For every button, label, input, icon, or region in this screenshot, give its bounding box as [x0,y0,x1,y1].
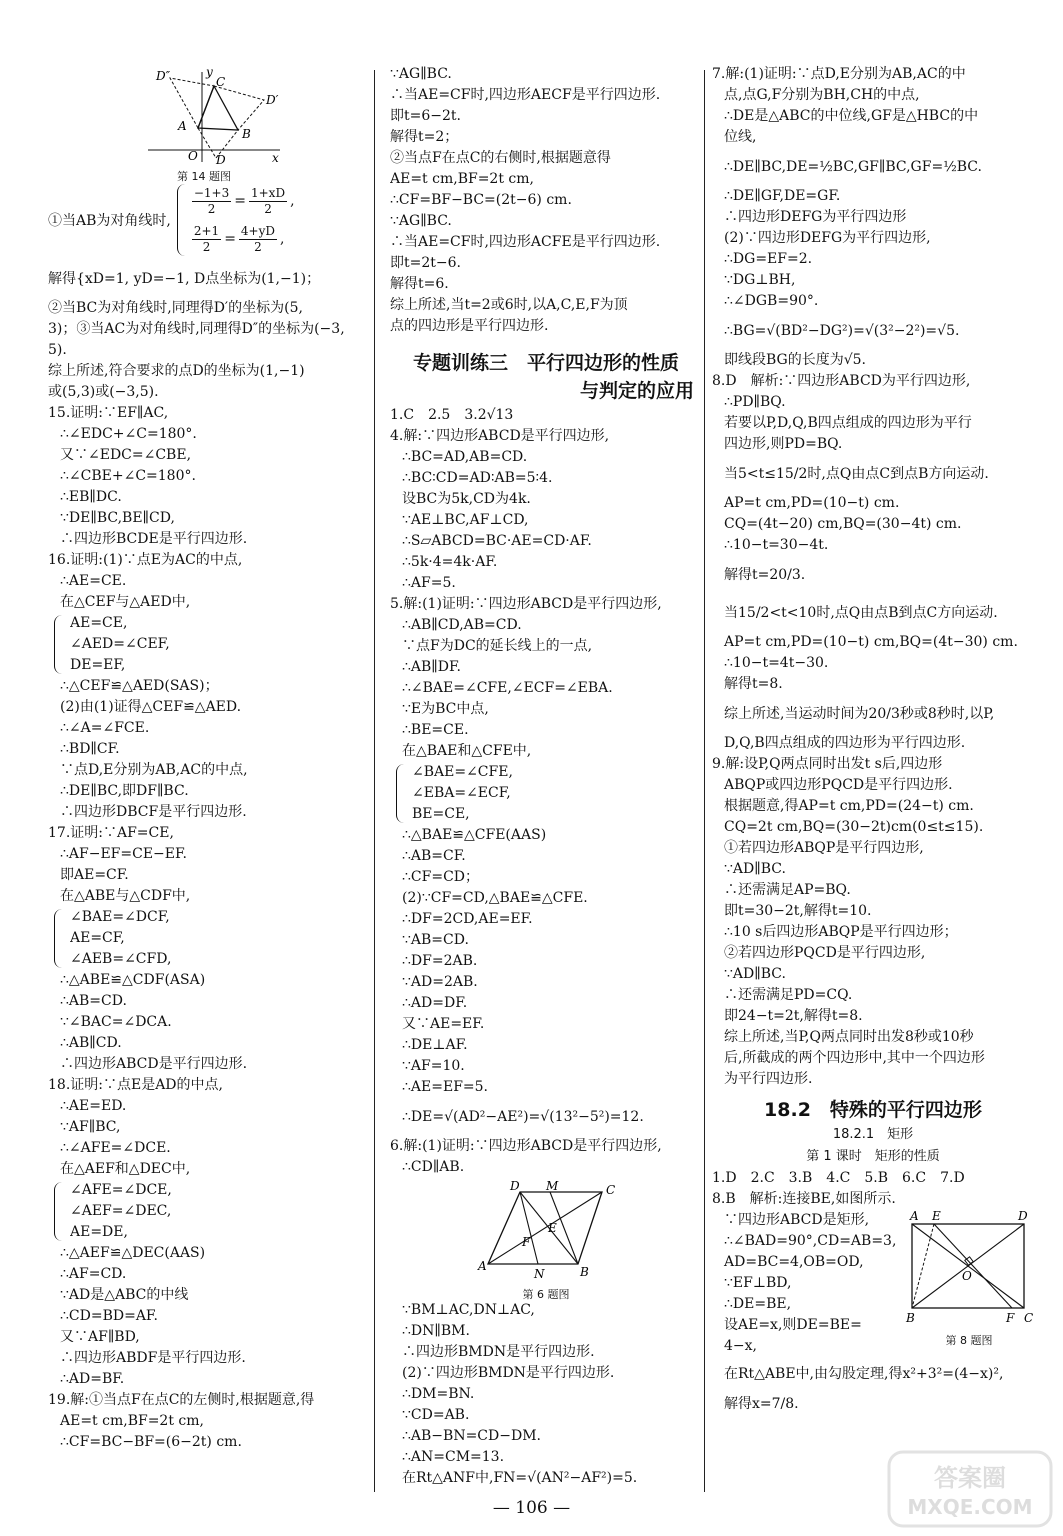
text-line: ②当点F在点C的右侧时,根据题意得 [390,150,611,166]
text-line: ∴四边形ABDF是平行四边形. [60,1350,246,1366]
text-line: 根据题意,得AP=t cm,PD=(24−t) cm. [724,798,974,814]
q8-block [712,1210,1034,1364]
text-line: ∵E为BC中点, [402,701,489,717]
text-line: ∴当AE=CF时,四边形ACFE是平行四边形. [390,234,661,250]
figure-8-graphic [904,1210,1034,1328]
text-line: ∴AE=ED. [60,1098,127,1114]
text-line: CQ=(4t−20) cm,BQ=(30−4t) cm. [724,516,962,532]
numerator: 1+xD [250,185,286,200]
figure-8 [904,1210,1034,1348]
text-line: ∴DF=2AB. [402,953,478,969]
column-3 [712,64,1034,1423]
brace-system-16 [48,613,360,676]
col1-text-b [48,676,360,907]
text-line: ∵CD=AB. [402,1407,470,1423]
text-line: ∴∠BAE=∠CFE,∠ECF=∠EBA. [402,680,613,696]
fig6-label: E [548,1221,557,1235]
text-line: ∴AE=EF=5. [402,1079,488,1095]
text-line: ∵四边形ABCD是矩形, [724,1212,870,1228]
fig6-label: B [580,1265,589,1279]
figure-14 [48,64,360,183]
text-line: ∵点D,E分别为AB,AC的中点, [60,762,248,778]
text-line: ∠AED=∠CEF, [70,636,170,652]
subsection-title: 18.2.1 矩形 [832,1127,914,1142]
text-line: ∴AN=CM=13. [402,1449,505,1465]
case1-prefix: ①当AB为对角线时, [48,213,171,229]
text-line: 在△AEF和△DEC中, [60,1161,191,1177]
lesson-title: 第 1 课时 矩形的性质 [806,1149,940,1164]
fig8-label: A [910,1210,919,1223]
text-line: AE=CF, [70,930,125,946]
svg-text:MXQE.COM: MXQE.COM [907,1495,1033,1519]
text-line: ∴EB∥DC. [60,489,122,505]
text-line: ∵AB=CD. [402,932,469,948]
text-line: 为平行四边形. [724,1071,813,1087]
fraction [249,186,287,217]
text-line: ∴∠DGB=90°. [724,293,819,309]
text-line: ∵AD=2AB. [402,974,478,990]
col3-text-d [712,1364,1034,1423]
text-line: AE=t cm,BF=2t cm, [60,1413,204,1429]
text-line: ∴DE是△ABC的中位线,GF是△HBC的中 [724,108,979,124]
text-line: ∴DE⊥AF. [402,1037,468,1053]
page-number: — 106 — [492,1498,571,1518]
text-line: AP=t cm,PD=(10−t) cm,BQ=(4t−30) cm. [724,634,1018,650]
text-line: 当5<t≤15/2时,点Q由点C到点B方向运动. [724,466,989,482]
text-line: ∴△ABE≌△CDF(ASA) [60,972,206,988]
case1-equations [171,182,295,258]
text-line: ∵AE⊥BC,AF⊥CD, [402,512,529,528]
text-line: ∴当AE=CF时,四边形AECF是平行四边形. [390,87,661,103]
text-line: ∵AG∥BC. [390,66,452,82]
text-line: CQ=2t cm,BQ=(30−2t)cm(0≤t≤15). [724,819,984,835]
text-line: ∵AF=10. [402,1058,465,1074]
figure-14-caption: 第 14 题图 [177,170,231,183]
text-line: ∴四边形DBCF是平行四边形. [60,804,247,820]
text-line: ②当BC为对角线时,同理得D′的坐标为(5, [48,300,303,316]
text-line: 设BC为5k,CD为4k. [402,491,531,507]
text-line: ∴DF=2CD,AE=EF. [402,911,533,927]
text-line: ∴四边形DEFG为平行四边形 [724,209,907,225]
text-line: ∴DE=BE, [724,1296,792,1312]
text-line: 在Rt△ABE中,由勾股定理,得x²+3²=(4−x)², [724,1366,1004,1382]
case1-system [48,180,360,260]
fig14-label: D″ [156,69,171,83]
text-line: ∴还需满足PD=CQ. [724,987,853,1003]
brace-icon [396,764,407,823]
denominator: 2 [207,201,216,216]
fig8-label: D [1018,1210,1028,1223]
text-line: ∴BD∥CF. [60,741,120,757]
text-line: 即t=6−2t. [390,108,461,124]
text-line: ∵AD∥BC. [724,861,786,877]
column-rule-1 [374,70,375,1492]
col2-text-a [390,64,702,337]
text-line: ②若四边形PQCD是平行四边形, [724,945,926,961]
col2-text-d [390,1300,702,1489]
text-line: 15.证明:∵EF∥AC, [48,405,169,421]
text-line: 点,点G,F分别为BH,CH的中点, [724,87,920,103]
text-line: 1.C 2.5 3.2√13 [390,407,514,423]
text-line: 18.证明:∵点E是AD的中点, [48,1077,223,1093]
text-line: 四边形,则PD=BQ. [724,436,843,452]
text-line: 8.D 解析:∵四边形ABCD为平行四边形, [712,373,971,389]
text-line: ∵DE∥BC,BE∥CD, [60,510,175,526]
text-line: 即t=2t−6. [390,255,461,271]
col3-text-c [712,1210,912,1357]
text-line: 解得x=7/8. [724,1396,799,1412]
fig8-label: B [906,1311,915,1325]
text-line: ∴AB−BN=CD−DM. [402,1428,541,1444]
col1-text-a [48,260,360,613]
text-line: 9.解:设P,Q两点同时出发t s后,四边形 [712,756,943,772]
text-line: ∵AG∥BC. [390,213,452,229]
fig14-label: A [178,119,187,133]
text-line: ∴DE=√(AD²−AE²)=√(13²−5²)=12. [402,1109,644,1125]
fig14-label: B [242,127,251,141]
fig8-label: E [932,1210,941,1223]
fig8-label: C [1024,1311,1034,1325]
text-line: ∴∠AFE=∠DCE. [60,1140,171,1156]
text-line: ∴DN∥BM. [402,1323,470,1339]
text-line: ∠BAE=∠DCF, [70,909,170,925]
text-line: 在△ABE与△CDF中, [60,888,191,904]
text-line: 综上所述,当运动时间为20/3秒或8秒时,以P, [724,706,995,722]
text-line: ∴AB∥CD. [60,1035,122,1051]
text-line: AE=CE, [70,615,128,631]
fig14-label: C [216,75,226,89]
numerator: −1+3 [193,185,230,200]
text-line: ∴DE∥GF,DE=GF. [724,188,841,204]
text-line: 当15/2<t<10时,点Q由点B到点C方向运动. [724,605,998,621]
text-line: ∴DE∥BC,DE=½BC,GF∥BC,GF=½BC. [724,159,982,175]
text-line: 4−x, [724,1338,757,1354]
column-rule-2 [704,70,705,1492]
col1-text-d [48,1243,360,1453]
col2-text-b [390,405,702,762]
section-title: 18.2 特殊的平行四边形 [764,1099,982,1121]
text-line: ∴CD∥AB. [402,1159,465,1175]
watermark-logo [885,1448,1055,1530]
text-line: 4.解:∵四边形ABCD是平行四边形, [390,428,610,444]
fig8-label: O [962,1269,972,1283]
text-line: ∴DM=BN. [402,1386,475,1402]
numerator: 4+yD [240,223,276,238]
text-line: ①若四边形ABQP是平行四边形, [724,840,924,856]
text-line: ∴10−t=4t−30. [724,655,829,671]
text-line: ∴PD∥BQ. [724,394,786,410]
text-line: ∵BM⊥AC,DN⊥AC, [402,1302,535,1318]
brace-system-5 [390,762,702,825]
text-line: 在Rt△ANF中,FN=√(AN²−AF²)=5. [402,1470,638,1486]
text-line: 若要以P,D,Q,B四点组成的四边形为平行 [724,415,972,431]
denominator: 2 [254,239,262,254]
text-line: AE=DE, [70,1224,128,1240]
text-line: 在△BAE和△CFE中, [402,743,532,759]
text-line: ∴BE=CE. [402,722,469,738]
text-line: ∵∠BAC=∠DCA. [60,1014,172,1030]
text-line: ∴AB=CD. [60,993,127,1009]
text-line: (2)∵CF=CD,△BAE≌△CFE. [402,890,588,906]
text-line: ∴10 s后四边形ABQP是平行四边形； [724,924,958,940]
text-line: ∴∠CBE+∠C=180°. [60,468,196,484]
text-line: ∴AB∥CD,AB=CD. [402,617,522,633]
text-line: ∴DG=EF=2. [724,251,813,267]
text-line: 19.解:①当点F在点C的左侧时,根据题意,得 [48,1392,315,1408]
text-line: 又∵AE=EF. [402,1016,485,1032]
text-line: 5.解:(1)证明:∵四边形ABCD是平行四边形, [390,596,662,612]
text-line: 后,所截成的两个四边形中,其中一个四边形 [724,1050,985,1066]
text-line: 解得t=2； [390,129,459,145]
text-line: 又∵AF∥BD, [60,1329,140,1345]
case1-eq2: $\frac{2+1}{2}$ = $\frac{4+yD}{2}$ , [193,223,285,254]
text-line: 综上所述,当P,Q两点同时出发8秒或10秒 [724,1029,974,1045]
text-line: 6.解:(1)证明:∵四边形ABCD是平行四边形, [390,1138,662,1154]
text-line: 点的四边形是平行四边形. [390,318,549,334]
text-line: ∴AF−EF=CE−EF. [60,846,187,862]
text-line: 7.解:(1)证明:∵点D,E分别为AB,AC的中 [712,66,966,82]
text-line: ∠AFE=∠DCE, [70,1182,172,1198]
fig14-label: D′ [266,93,279,107]
text-line: ∴四边形BCDE是平行四边形. [60,531,248,547]
text-line: ∴CF=BF−BC=(2t−6) cm. [390,192,572,208]
text-line: 即AE=CF. [60,867,129,883]
fig14-label: y [206,65,213,79]
text-line: ∵AD∥BC. [724,966,786,982]
text-line: 设AE=x,则DE=BE= [724,1317,862,1333]
fig6-label: C [606,1183,616,1197]
svg-text:答案圈: 答案圈 [934,1464,1006,1492]
text-line: ∴AB∥DF. [402,659,461,675]
text-line: ∴AD=DF. [402,995,468,1011]
brace-icon [54,909,65,968]
text-line: ∴△CEF≌△AED(SAS)； [60,678,219,694]
brace-icon [54,1182,65,1241]
text-line: ABQP或四边形PQCD是平行四边形. [724,777,953,793]
text-line: 即t=30−2t,解得t=10. [724,903,872,919]
text-line: ∴DE∥BC,即DF∥BC. [60,783,189,799]
figure-14-graphic [48,64,360,164]
text-line: D,Q,B四点组成的四边形为平行四边形. [724,735,966,751]
text-line: ∴BC=AD,AB=CD. [402,449,528,465]
text-line: 解得t=8. [724,676,783,692]
text-line: ∴CF=BC−BF=(6−2t) cm. [60,1434,242,1450]
fraction [192,186,231,217]
text-line: ∠BAE=∠CFE, [412,764,513,780]
column-1 [48,64,360,1453]
text-line: ∠EBA=∠ECF, [412,785,511,801]
fraction [239,224,277,255]
text-line: ∵DG⊥BH, [724,272,796,288]
text-line: 17.证明:∵AF=CE, [48,825,174,841]
brace-icon [177,184,188,256]
text-line: BE=CE, [412,806,470,822]
text-line: ∴△BAE≌△CFE(AAS) [402,827,547,843]
section-title-line-1: 专题训练三 平行四边形的性质 [412,352,679,374]
col3-text-b [712,1168,1034,1210]
text-line: ∴CF=CD； [402,869,479,885]
text-line: 综上所述,符合要求的点D的坐标为(1,−1) [48,363,305,379]
text-line: 解得t=20/3. [724,567,806,583]
brace-system-17 [48,907,360,970]
text-line: ∴AE=CE. [60,573,127,589]
text-line: DE=EF, [70,657,126,673]
text-line: AE=t cm,BF=2t cm, [390,171,534,187]
text-line: (2)∵四边形DEFG为平行四边形, [724,230,931,246]
text-line: ∴AB=CF. [402,848,466,864]
text-line: ∴CD=BD=AF. [60,1308,158,1324]
figure-6 [390,1178,702,1300]
numerator: 2+1 [193,223,220,238]
text-line: ∴∠BAD=90°,CD=AB=3, [724,1233,897,1249]
text-line: ∵AF∥BC, [60,1119,121,1135]
text-line: ∴∠EDC+∠C=180°. [60,426,197,442]
text-line: ∵EF⊥BD, [724,1275,792,1291]
text-line: (2)由(1)证得△CEF≌△AED. [60,699,242,715]
figure-6-graphic [390,1178,702,1282]
fig6-label: M [546,1179,559,1193]
text-line: 即线段BG的长度为√5. [724,352,867,368]
text-line: ∴还需满足AP=BQ. [724,882,851,898]
brace-system-18 [48,1180,360,1243]
section-title-line-2: 与判定的应用 [579,380,694,402]
text-line: ∴5k·4=4k·AF. [402,554,498,570]
figure-8-caption: 第 8 题图 [945,1334,993,1347]
text-line: ∴四边形BMDN是平行四边形. [402,1344,595,1360]
fig6-label: F [522,1235,531,1249]
text-line: 位线, [724,129,757,145]
text-line: ∴10−t=30−4t. [724,537,829,553]
text-line: ∠AEF=∠DEC, [70,1203,172,1219]
text-line: 即24−t=2t,解得t=8. [724,1008,863,1024]
text-line: 1.D 2.C 3.B 4.C 5.B 6.C 7.D [712,1170,965,1186]
col2-text-c [390,825,702,1178]
text-line: ∴BG=√(BD²−DG²)=√(3²−2²)=√5. [724,323,960,339]
text-line: 或(5,3)或(−3,5). [48,384,159,400]
denominator: 2 [202,239,211,254]
text-line: 解得t=6. [390,276,449,292]
text-line: 解得{xD=1, yD=−1, D点坐标为(1,−1)； [48,271,321,287]
text-line: ∴AF=5. [402,575,456,591]
text-line: ∵点F为DC的延长线上的一点, [402,638,593,654]
text-line: ∴四边形ABCD是平行四边形. [60,1056,248,1072]
text-line: ∵AD是△ABC的中线 [60,1287,189,1303]
text-line: 5). [48,342,67,358]
text-line: 在△CEF与△AED中, [60,594,191,610]
case1-eq1: $\frac{-1+3}{2}$ = $\frac{1+xD}{2}$ , [193,185,295,216]
fig8-label: F [1006,1311,1015,1325]
text-line: 综上所述,当t=2或6时,以A,C,E,F为顶 [390,297,628,313]
fig6-label: N [534,1267,545,1281]
fig6-label: D [510,1179,520,1193]
text-line: AP=t cm,PD=(10−t) cm. [724,495,900,511]
text-line: 8.B 解析:连接BE,如图所示. [712,1191,896,1207]
brace-icon [54,615,65,674]
text-line: 16.证明:(1)∵点E为AC的中点, [48,552,243,568]
text-line: ∴S▱ABCD=BC·AE=CD·AF. [402,533,592,549]
fraction [192,224,221,255]
col3-text-a [712,64,1034,1090]
text-line: ∴AF=CD. [60,1266,127,1282]
text-line: 又∵∠EDC=∠CBE, [60,447,192,463]
text-line: 3)；③当AC为对角线时,同理得D″的坐标为(−3, [48,321,345,337]
text-line: ∴△AEF≌△DEC(AAS) [60,1245,206,1261]
text-line: ∴∠A=∠FCE. [60,720,150,736]
col1-text-c [48,970,360,1180]
figure-6-caption: 第 6 题图 [522,1288,570,1301]
text-line: (2)∵四边形BMDN是平行四边形. [402,1365,615,1381]
fig14-label: D [216,153,226,164]
fig14-label: O [188,149,198,163]
text-line: ∴AD=BF. [60,1371,125,1387]
text-line: AD=BC=4,OB=OD, [724,1254,864,1270]
fig14-label: x [272,151,279,164]
denominator: 2 [264,201,272,216]
text-line: ∠AEB=∠CFD, [70,951,172,967]
column-2 [390,64,702,1489]
fig6-label: A [478,1259,487,1273]
text-line: ∴BC∶CD=AD∶AB=5∶4. [402,470,553,486]
